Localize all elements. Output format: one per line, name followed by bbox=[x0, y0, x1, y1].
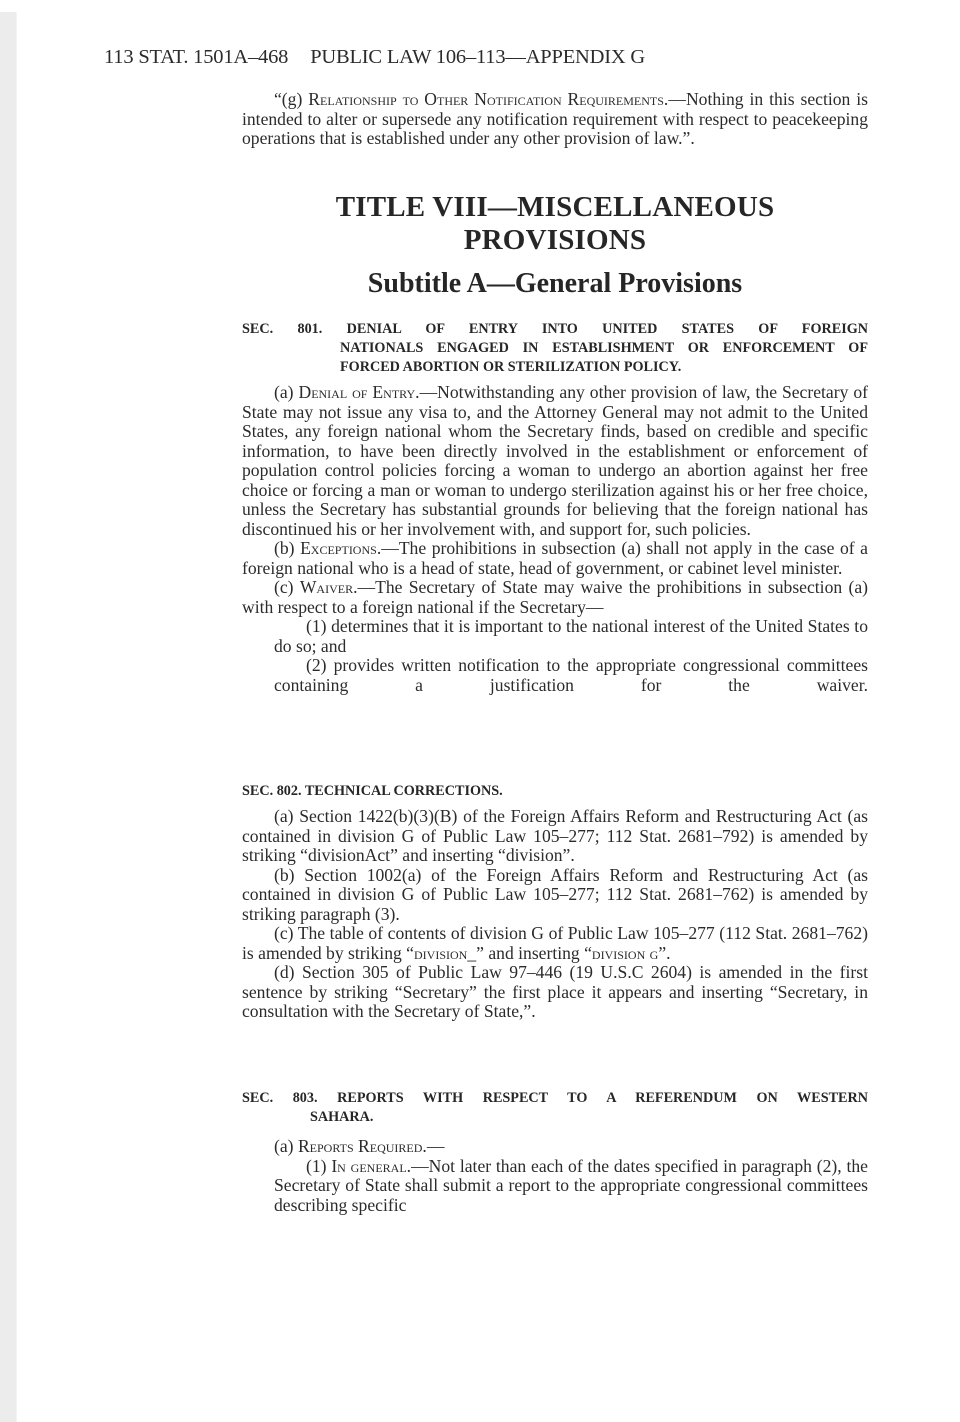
subsection-g: “(g) Relationship to Other Notification Requirements.—Nothing in this section is intended to alter or supersede any notification requirement with respect to peacekeeping operations that is established under any other provision of law.”. bbox=[242, 89, 868, 148]
paragraph-2: (2) provides written notification to the appropriate congressional committees containing a justification for the waiver. bbox=[274, 655, 868, 695]
stat-reference: 113 STAT. 1501A–468 bbox=[104, 46, 289, 68]
subsection-a: (a) Denial of Entry.—Notwithstanding any other provision of law, the Secretary of State may not issue any visa to, and the Attorney General may not admit to the United States, any foreign national whom the Secretary finds, based on credible and specific information, to have been directly involved in the establishment or enforcement of population control policies forcing a woman to undergo an abortion against her free choice or forcing a man or woman to undergo sterilization against his or her free choice, unless the Secretary has substantial grounds for believing that the foreign national has discontinued his or her involvement with, and support for, such policies. bbox=[242, 382, 868, 539]
paragraph-1: (1) In general.—Not later than each of the dates specified in paragraph (2), the Secretary of State shall submit a report to the appropriate congressional committees describing specific bbox=[274, 1155, 868, 1215]
subsection-text: Nothing in this section is intended to alter or supersede any notification requirement with respect to peacekeeping operations that is established under any other provision of law.”. bbox=[242, 89, 868, 148]
section-heading: SEC. 802. TECHNICAL CORRECTIONS. bbox=[242, 783, 503, 799]
running-head bbox=[104, 46, 645, 69]
paragraph-1: (1) determines that it is important to the national interest of the United States to do so; and bbox=[274, 616, 868, 656]
subsection-heading: Relationship to Other Notification Requirements.— bbox=[308, 89, 686, 109]
scan-edge-strip bbox=[0, 12, 17, 1422]
subsection-a: (a) Reports Required.— bbox=[274, 1136, 445, 1156]
law-reference: PUBLIC LAW 106–113—APPENDIX G bbox=[310, 46, 645, 68]
section-802 bbox=[242, 782, 868, 1022]
subsection-c: (c) Waiver.—The Secretary of State may waive the prohibitions in subsection (a) with respect to a foreign national if the Secretary— bbox=[242, 577, 868, 617]
subsection-b: (b) Section 1002(a) of the Foreign Affairs Reform and Restructuring Act (as contained in division G of Public Law 105–277; 112 Stat. 2681–762) is amended by striking paragraph (3). bbox=[242, 864, 868, 924]
subsection-a: (a) Section 1422(b)(3)(B) of the Foreign Affairs Reform and Restructuring Act (as contained in division G of Public Law 105–277; 112 Stat. 2681–792) is amended by striking “divisionAct” and inserting “division”. bbox=[242, 806, 868, 865]
section-803 bbox=[242, 1089, 868, 1215]
subsection-c: (c) The table of contents of division G of Public Law 105–277 (112 Stat. 2681–762) is amended by striking “division_” and inserting “division g”. bbox=[242, 923, 868, 963]
subtitle-heading: Subtitle A—General Provisions bbox=[367, 268, 743, 299]
title-heading: TITLE VIII—MISCELLANEOUS PROVISIONS bbox=[335, 191, 775, 256]
subsection-b: (b) Exceptions.—The prohibitions in subsection (a) shall not apply in the case of a foreign national who is a head of state, head of government, or cabinet level minister. bbox=[242, 538, 868, 578]
section-heading: SEC. 803. REPORTS WITH RESPECT TO A REFERENDUM ON WESTERN SAHARA. bbox=[242, 1090, 868, 1125]
section-heading: SEC. 801. DENIAL OF ENTRY INTO UNITED STATES OF FOREIGN NATIONALS ENGAGED IN ESTABLISHMENT OR ENFORCEMENT OF FORCED ABORTION OR STERILIZATION POLICY. bbox=[242, 321, 869, 375]
subsection-d: (d) Section 305 of Public Law 97–446 (19 U.S.C 2604) is amended in the first sentence by striking “Secretary” the first place it appears and inserting “Secretary, in consultation with the Secretary of State,”. bbox=[242, 962, 868, 1021]
section-801 bbox=[242, 320, 868, 695]
